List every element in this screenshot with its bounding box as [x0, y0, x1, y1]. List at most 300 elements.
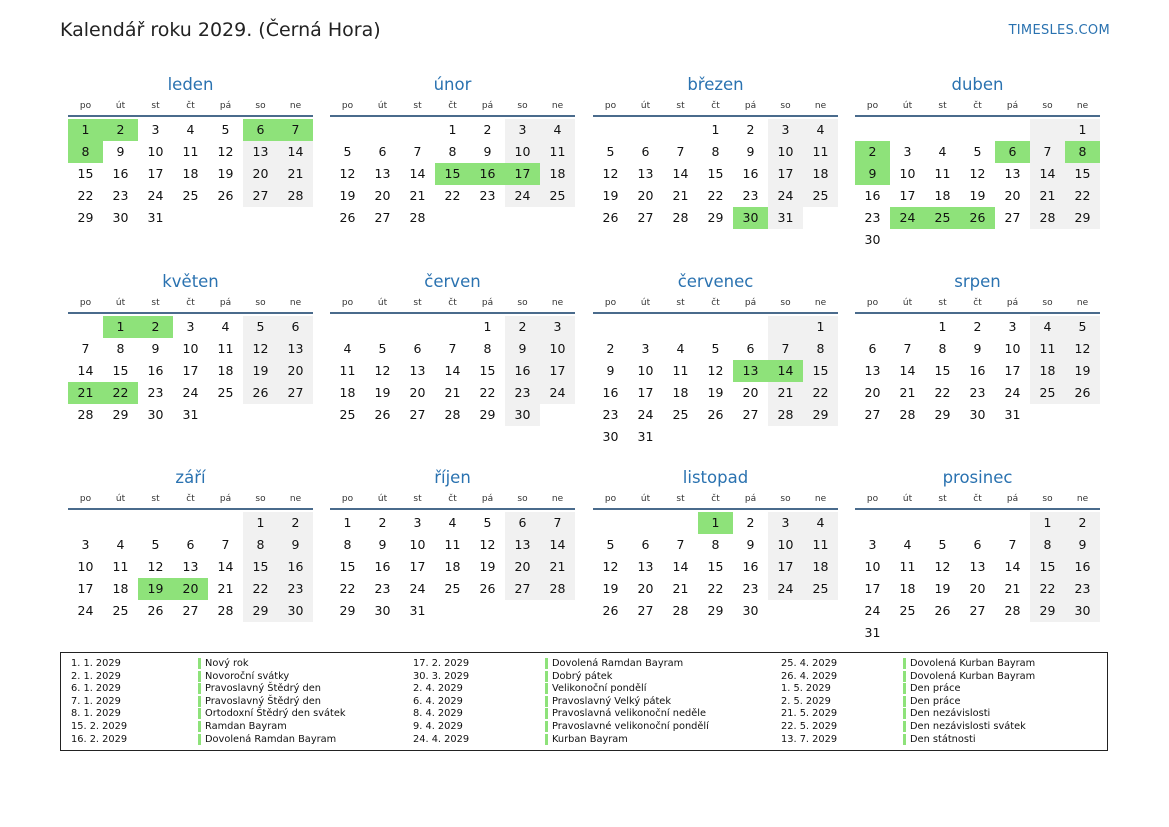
day-cell[interactable]: 1 — [343, 515, 352, 530]
day-cell[interactable]: 17 — [768, 163, 803, 185]
day-cell[interactable]: 2 — [746, 515, 755, 530]
day-cell[interactable]: 4 — [676, 341, 685, 356]
day-cell[interactable]: 10 — [505, 141, 540, 163]
day-cell[interactable]: 23 — [374, 581, 391, 596]
day-cell[interactable]: 29 — [1065, 207, 1100, 229]
day-cell[interactable]: 13 — [969, 559, 986, 574]
day-cell[interactable]: 27 — [505, 578, 540, 600]
day-cell[interactable]: 11 — [339, 363, 356, 378]
day-cell[interactable]: 3 — [868, 537, 877, 552]
day-cell[interactable]: 12 — [707, 363, 724, 378]
day-cell[interactable]: 21 — [899, 385, 916, 400]
day-cell[interactable]: 26 — [374, 407, 391, 422]
day-cell[interactable]: 19 — [934, 581, 951, 596]
day-cell[interactable]: 16 — [742, 559, 759, 574]
holiday-day-cell[interactable]: 2 — [103, 119, 138, 141]
day-cell[interactable]: 24 — [409, 581, 426, 596]
day-cell[interactable]: 25 — [672, 407, 689, 422]
day-cell[interactable]: 24 — [768, 185, 803, 207]
day-cell[interactable]: 29 — [112, 407, 129, 422]
day-cell[interactable]: 9 — [505, 338, 540, 360]
day-cell[interactable]: 19 — [479, 559, 496, 574]
day-cell[interactable]: 23 — [112, 188, 129, 203]
day-cell[interactable]: 12 — [217, 144, 234, 159]
day-cell[interactable]: 22 — [1065, 185, 1100, 207]
day-cell[interactable]: 17 — [147, 166, 164, 181]
day-cell[interactable]: 16 — [864, 188, 881, 203]
day-cell[interactable]: 4 — [803, 512, 838, 534]
day-cell[interactable]: 14 — [278, 141, 313, 163]
day-cell[interactable]: 10 — [899, 166, 916, 181]
day-cell[interactable]: 23 — [278, 578, 313, 600]
day-cell[interactable]: 29 — [339, 603, 356, 618]
day-cell[interactable]: 11 — [112, 559, 129, 574]
day-cell[interactable]: 13 — [637, 166, 654, 181]
day-cell[interactable]: 31 — [147, 210, 164, 225]
holiday-day-cell[interactable]: 19 — [138, 578, 173, 600]
day-cell[interactable]: 18 — [803, 556, 838, 578]
day-cell[interactable]: 16 — [602, 385, 619, 400]
day-cell[interactable]: 9 — [1065, 534, 1100, 556]
day-cell[interactable]: 22 — [77, 188, 94, 203]
day-cell[interactable]: 24 — [540, 382, 575, 404]
day-cell[interactable]: 5 — [151, 537, 160, 552]
day-cell[interactable]: 5 — [243, 316, 278, 338]
day-cell[interactable]: 31 — [182, 407, 199, 422]
day-cell[interactable]: 28 — [217, 603, 234, 618]
day-cell[interactable]: 5 — [973, 144, 982, 159]
day-cell[interactable]: 9 — [746, 537, 755, 552]
holiday-day-cell[interactable]: 17 — [505, 163, 540, 185]
holiday-day-cell[interactable]: 13 — [733, 360, 768, 382]
day-cell[interactable]: 21 — [444, 385, 461, 400]
day-cell[interactable]: 2 — [746, 122, 755, 137]
day-cell[interactable]: 23 — [969, 385, 986, 400]
day-cell[interactable]: 14 — [217, 559, 234, 574]
day-cell[interactable]: 21 — [278, 163, 313, 185]
day-cell[interactable]: 13 — [409, 363, 426, 378]
day-cell[interactable]: 10 — [768, 534, 803, 556]
day-cell[interactable]: 6 — [973, 537, 982, 552]
day-cell[interactable]: 7 — [221, 537, 230, 552]
day-cell[interactable]: 11 — [934, 166, 951, 181]
day-cell[interactable]: 28 — [444, 407, 461, 422]
day-cell[interactable]: 12 — [339, 166, 356, 181]
day-cell[interactable]: 18 — [444, 559, 461, 574]
day-cell[interactable]: 5 — [606, 144, 615, 159]
day-cell[interactable]: 13 — [1004, 166, 1021, 181]
day-cell[interactable]: 11 — [217, 341, 234, 356]
day-cell[interactable]: 14 — [409, 166, 426, 181]
day-cell[interactable]: 16 — [112, 166, 129, 181]
day-cell[interactable]: 9 — [116, 144, 125, 159]
day-cell[interactable]: 15 — [479, 363, 496, 378]
day-cell[interactable]: 2 — [1065, 512, 1100, 534]
holiday-day-cell[interactable]: 9 — [855, 163, 890, 185]
day-cell[interactable]: 29 — [934, 407, 951, 422]
day-cell[interactable]: 30 — [864, 232, 881, 247]
day-cell[interactable]: 3 — [540, 316, 575, 338]
day-cell[interactable]: 22 — [479, 385, 496, 400]
holiday-day-cell[interactable]: 22 — [103, 382, 138, 404]
day-cell[interactable]: 2 — [278, 512, 313, 534]
day-cell[interactable]: 26 — [602, 210, 619, 225]
day-cell[interactable]: 22 — [243, 578, 278, 600]
day-cell[interactable]: 5 — [1065, 316, 1100, 338]
day-cell[interactable]: 19 — [969, 188, 986, 203]
day-cell[interactable]: 25 — [803, 185, 838, 207]
day-cell[interactable]: 24 — [147, 188, 164, 203]
day-cell[interactable]: 20 — [742, 385, 759, 400]
day-cell[interactable]: 23 — [864, 210, 881, 225]
day-cell[interactable]: 6 — [505, 512, 540, 534]
day-cell[interactable]: 24 — [182, 385, 199, 400]
day-cell[interactable]: 25 — [444, 581, 461, 596]
day-cell[interactable]: 16 — [1065, 556, 1100, 578]
day-cell[interactable]: 6 — [746, 341, 755, 356]
day-cell[interactable]: 27 — [1004, 210, 1021, 225]
day-cell[interactable]: 26 — [602, 603, 619, 618]
day-cell[interactable]: 9 — [973, 341, 982, 356]
day-cell[interactable]: 5 — [483, 515, 492, 530]
day-cell[interactable]: 3 — [186, 319, 195, 334]
day-cell[interactable]: 1 — [938, 319, 947, 334]
day-cell[interactable]: 7 — [676, 537, 685, 552]
day-cell[interactable]: 1 — [483, 319, 492, 334]
day-cell[interactable]: 11 — [803, 141, 838, 163]
day-cell[interactable]: 14 — [672, 166, 689, 181]
day-cell[interactable]: 3 — [903, 144, 912, 159]
day-cell[interactable]: 17 — [182, 363, 199, 378]
day-cell[interactable]: 21 — [672, 188, 689, 203]
day-cell[interactable]: 7 — [413, 144, 422, 159]
day-cell[interactable]: 7 — [1030, 141, 1065, 163]
day-cell[interactable]: 8 — [448, 144, 457, 159]
holiday-day-cell[interactable]: 8 — [1065, 141, 1100, 163]
day-cell[interactable]: 22 — [444, 188, 461, 203]
holiday-day-cell[interactable]: 26 — [960, 207, 995, 229]
day-cell[interactable]: 19 — [339, 188, 356, 203]
day-cell[interactable]: 12 — [602, 166, 619, 181]
day-cell[interactable]: 20 — [505, 556, 540, 578]
day-cell[interactable]: 26 — [934, 603, 951, 618]
day-cell[interactable]: 19 — [243, 360, 278, 382]
day-cell[interactable]: 6 — [413, 341, 422, 356]
day-cell[interactable]: 21 — [1004, 581, 1021, 596]
day-cell[interactable]: 8 — [938, 341, 947, 356]
day-cell[interactable]: 9 — [746, 144, 755, 159]
day-cell[interactable]: 10 — [77, 559, 94, 574]
day-cell[interactable]: 7 — [903, 341, 912, 356]
day-cell[interactable]: 17 — [409, 559, 426, 574]
day-cell[interactable]: 4 — [903, 537, 912, 552]
day-cell[interactable]: 3 — [768, 119, 803, 141]
holiday-day-cell[interactable]: 1 — [68, 119, 103, 141]
day-cell[interactable]: 28 — [672, 210, 689, 225]
day-cell[interactable]: 5 — [938, 537, 947, 552]
day-cell[interactable]: 4 — [1030, 316, 1065, 338]
day-cell[interactable]: 20 — [243, 163, 278, 185]
day-cell[interactable]: 14 — [1030, 163, 1065, 185]
day-cell[interactable]: 1 — [243, 512, 278, 534]
day-cell[interactable]: 30 — [1065, 600, 1100, 622]
day-cell[interactable]: 15 — [934, 363, 951, 378]
day-cell[interactable]: 11 — [1030, 338, 1065, 360]
day-cell[interactable]: 23 — [742, 581, 759, 596]
day-cell[interactable]: 4 — [803, 119, 838, 141]
day-cell[interactable]: 24 — [864, 603, 881, 618]
day-cell[interactable]: 27 — [409, 407, 426, 422]
day-cell[interactable]: 22 — [339, 581, 356, 596]
brand-link[interactable]: TIMESLES.COM — [1008, 23, 1110, 38]
day-cell[interactable]: 20 — [969, 581, 986, 596]
day-cell[interactable]: 17 — [637, 385, 654, 400]
day-cell[interactable]: 20 — [637, 188, 654, 203]
day-cell[interactable]: 2 — [505, 316, 540, 338]
day-cell[interactable]: 11 — [444, 537, 461, 552]
holiday-day-cell[interactable]: 1 — [103, 316, 138, 338]
day-cell[interactable]: 3 — [1008, 319, 1017, 334]
day-cell[interactable]: 25 — [1030, 382, 1065, 404]
holiday-day-cell[interactable]: 1 — [698, 512, 733, 534]
day-cell[interactable]: 20 — [637, 581, 654, 596]
day-cell[interactable]: 16 — [742, 166, 759, 181]
day-cell[interactable]: 1 — [711, 122, 720, 137]
day-cell[interactable]: 15 — [1030, 556, 1065, 578]
day-cell[interactable]: 30 — [505, 404, 540, 426]
day-cell[interactable]: 26 — [1065, 382, 1100, 404]
day-cell[interactable]: 24 — [505, 185, 540, 207]
day-cell[interactable]: 2 — [483, 122, 492, 137]
day-cell[interactable]: 20 — [409, 385, 426, 400]
day-cell[interactable]: 17 — [77, 581, 94, 596]
day-cell[interactable]: 29 — [243, 600, 278, 622]
day-cell[interactable]: 4 — [448, 515, 457, 530]
day-cell[interactable]: 26 — [243, 382, 278, 404]
day-cell[interactable]: 10 — [409, 537, 426, 552]
day-cell[interactable]: 5 — [221, 122, 230, 137]
holiday-day-cell[interactable]: 14 — [768, 360, 803, 382]
day-cell[interactable]: 20 — [864, 385, 881, 400]
day-cell[interactable]: 9 — [606, 363, 615, 378]
day-cell[interactable]: 12 — [969, 166, 986, 181]
day-cell[interactable]: 24 — [1004, 385, 1021, 400]
day-cell[interactable]: 19 — [374, 385, 391, 400]
day-cell[interactable]: 12 — [1065, 338, 1100, 360]
day-cell[interactable]: 6 — [641, 537, 650, 552]
day-cell[interactable]: 11 — [540, 141, 575, 163]
day-cell[interactable]: 10 — [864, 559, 881, 574]
day-cell[interactable]: 28 — [409, 210, 426, 225]
day-cell[interactable]: 19 — [707, 385, 724, 400]
day-cell[interactable]: 16 — [374, 559, 391, 574]
day-cell[interactable]: 7 — [81, 341, 90, 356]
day-cell[interactable]: 30 — [112, 210, 129, 225]
day-cell[interactable]: 5 — [378, 341, 387, 356]
day-cell[interactable]: 4 — [116, 537, 125, 552]
day-cell[interactable]: 10 — [637, 363, 654, 378]
day-cell[interactable]: 4 — [221, 319, 230, 334]
day-cell[interactable]: 26 — [479, 581, 496, 596]
day-cell[interactable]: 21 — [217, 581, 234, 596]
day-cell[interactable]: 4 — [540, 119, 575, 141]
day-cell[interactable]: 2 — [378, 515, 387, 530]
day-cell[interactable]: 30 — [602, 429, 619, 444]
day-cell[interactable]: 15 — [707, 166, 724, 181]
day-cell[interactable]: 19 — [602, 188, 619, 203]
day-cell[interactable]: 29 — [479, 407, 496, 422]
day-cell[interactable]: 13 — [505, 534, 540, 556]
day-cell[interactable]: 28 — [1004, 603, 1021, 618]
day-cell[interactable]: 16 — [278, 556, 313, 578]
day-cell[interactable]: 9 — [151, 341, 160, 356]
day-cell[interactable]: 2 — [606, 341, 615, 356]
day-cell[interactable]: 28 — [768, 404, 803, 426]
day-cell[interactable]: 31 — [637, 429, 654, 444]
day-cell[interactable]: 29 — [77, 210, 94, 225]
day-cell[interactable]: 15 — [803, 360, 838, 382]
day-cell[interactable]: 18 — [934, 188, 951, 203]
day-cell[interactable]: 11 — [182, 144, 199, 159]
holiday-day-cell[interactable]: 30 — [733, 207, 768, 229]
day-cell[interactable]: 27 — [864, 407, 881, 422]
day-cell[interactable]: 18 — [339, 385, 356, 400]
day-cell[interactable]: 5 — [343, 144, 352, 159]
day-cell[interactable]: 18 — [540, 163, 575, 185]
day-cell[interactable]: 25 — [803, 578, 838, 600]
day-cell[interactable]: 8 — [243, 534, 278, 556]
day-cell[interactable]: 5 — [711, 341, 720, 356]
day-cell[interactable]: 23 — [742, 188, 759, 203]
day-cell[interactable]: 14 — [1004, 559, 1021, 574]
day-cell[interactable]: 1 — [448, 122, 457, 137]
day-cell[interactable]: 10 — [182, 341, 199, 356]
day-cell[interactable]: 28 — [278, 185, 313, 207]
day-cell[interactable]: 27 — [182, 603, 199, 618]
day-cell[interactable]: 7 — [540, 512, 575, 534]
day-cell[interactable]: 6 — [378, 144, 387, 159]
day-cell[interactable]: 15 — [112, 363, 129, 378]
day-cell[interactable]: 18 — [182, 166, 199, 181]
day-cell[interactable]: 28 — [1030, 207, 1065, 229]
day-cell[interactable]: 18 — [1030, 360, 1065, 382]
day-cell[interactable]: 15 — [1065, 163, 1100, 185]
day-cell[interactable]: 3 — [768, 512, 803, 534]
day-cell[interactable]: 31 — [768, 207, 803, 229]
day-cell[interactable]: 14 — [77, 363, 94, 378]
day-cell[interactable]: 21 — [1030, 185, 1065, 207]
day-cell[interactable]: 24 — [637, 407, 654, 422]
day-cell[interactable]: 4 — [186, 122, 195, 137]
day-cell[interactable]: 25 — [899, 603, 916, 618]
day-cell[interactable]: 13 — [864, 363, 881, 378]
day-cell[interactable]: 30 — [742, 603, 759, 618]
day-cell[interactable]: 28 — [672, 603, 689, 618]
day-cell[interactable]: 9 — [483, 144, 492, 159]
day-cell[interactable]: 18 — [112, 581, 129, 596]
day-cell[interactable]: 16 — [147, 363, 164, 378]
day-cell[interactable]: 3 — [641, 341, 650, 356]
holiday-day-cell[interactable]: 6 — [243, 119, 278, 141]
holiday-day-cell[interactable]: 2 — [855, 141, 890, 163]
day-cell[interactable]: 20 — [278, 360, 313, 382]
day-cell[interactable]: 25 — [182, 188, 199, 203]
day-cell[interactable]: 1 — [1030, 512, 1065, 534]
day-cell[interactable]: 30 — [278, 600, 313, 622]
day-cell[interactable]: 8 — [803, 338, 838, 360]
day-cell[interactable]: 20 — [1004, 188, 1021, 203]
day-cell[interactable]: 12 — [243, 338, 278, 360]
day-cell[interactable]: 27 — [278, 382, 313, 404]
day-cell[interactable]: 19 — [217, 166, 234, 181]
day-cell[interactable]: 30 — [147, 407, 164, 422]
day-cell[interactable]: 31 — [1004, 407, 1021, 422]
holiday-day-cell[interactable]: 2 — [138, 316, 173, 338]
day-cell[interactable]: 26 — [707, 407, 724, 422]
day-cell[interactable]: 21 — [768, 382, 803, 404]
day-cell[interactable]: 16 — [969, 363, 986, 378]
day-cell[interactable]: 16 — [505, 360, 540, 382]
day-cell[interactable]: 17 — [1004, 363, 1021, 378]
day-cell[interactable]: 24 — [768, 578, 803, 600]
day-cell[interactable]: 10 — [1004, 341, 1021, 356]
day-cell[interactable]: 29 — [1030, 600, 1065, 622]
day-cell[interactable]: 22 — [1030, 578, 1065, 600]
day-cell[interactable]: 26 — [339, 210, 356, 225]
holiday-day-cell[interactable]: 7 — [278, 119, 313, 141]
day-cell[interactable]: 17 — [540, 360, 575, 382]
day-cell[interactable]: 6 — [278, 316, 313, 338]
day-cell[interactable]: 12 — [147, 559, 164, 574]
day-cell[interactable]: 17 — [768, 556, 803, 578]
day-cell[interactable]: 22 — [707, 581, 724, 596]
day-cell[interactable]: 21 — [672, 581, 689, 596]
day-cell[interactable]: 22 — [934, 385, 951, 400]
holiday-day-cell[interactable]: 20 — [173, 578, 208, 600]
day-cell[interactable]: 28 — [77, 407, 94, 422]
day-cell[interactable]: 1 — [803, 316, 838, 338]
day-cell[interactable]: 13 — [637, 559, 654, 574]
day-cell[interactable]: 13 — [278, 338, 313, 360]
day-cell[interactable]: 30 — [969, 407, 986, 422]
day-cell[interactable]: 8 — [343, 537, 352, 552]
day-cell[interactable]: 3 — [413, 515, 422, 530]
holiday-day-cell[interactable]: 8 — [68, 141, 103, 163]
day-cell[interactable]: 4 — [938, 144, 947, 159]
day-cell[interactable]: 8 — [116, 341, 125, 356]
day-cell[interactable]: 3 — [151, 122, 160, 137]
day-cell[interactable]: 8 — [711, 537, 720, 552]
day-cell[interactable]: 25 — [112, 603, 129, 618]
day-cell[interactable]: 31 — [409, 603, 426, 618]
day-cell[interactable]: 18 — [899, 581, 916, 596]
day-cell[interactable]: 7 — [768, 338, 803, 360]
holiday-day-cell[interactable]: 15 — [435, 163, 470, 185]
day-cell[interactable]: 23 — [479, 188, 496, 203]
day-cell[interactable]: 31 — [864, 625, 881, 640]
day-cell[interactable]: 18 — [217, 363, 234, 378]
day-cell[interactable]: 25 — [540, 185, 575, 207]
day-cell[interactable]: 22 — [803, 382, 838, 404]
holiday-day-cell[interactable]: 25 — [925, 207, 960, 229]
day-cell[interactable]: 21 — [409, 188, 426, 203]
day-cell[interactable]: 4 — [343, 341, 352, 356]
day-cell[interactable]: 25 — [339, 407, 356, 422]
holiday-day-cell[interactable]: 6 — [995, 141, 1030, 163]
day-cell[interactable]: 8 — [711, 144, 720, 159]
day-cell[interactable]: 7 — [1008, 537, 1017, 552]
day-cell[interactable]: 18 — [803, 163, 838, 185]
